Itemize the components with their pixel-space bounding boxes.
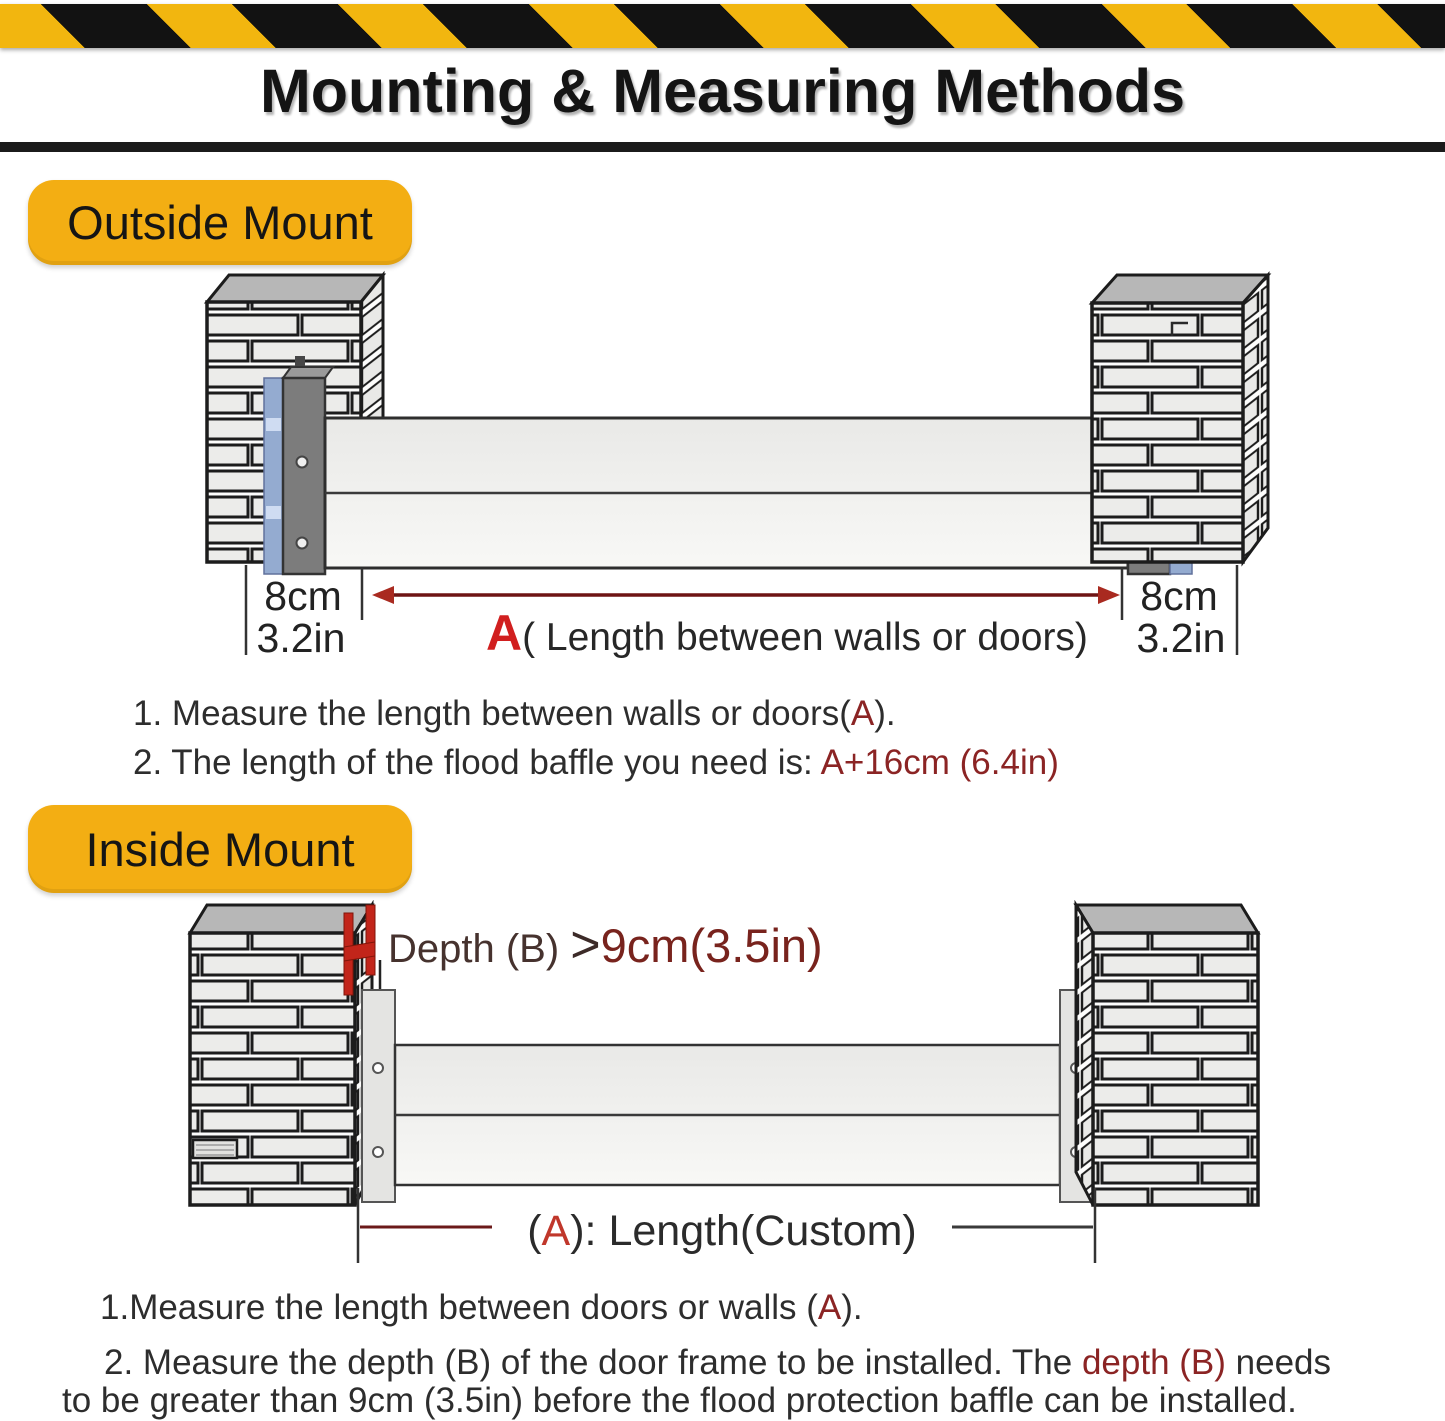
screw-hole — [297, 457, 308, 468]
outside-step-2: 2. The length of the flood baffle you need is: A+16cm (6.4in) — [133, 743, 1059, 782]
seal-mark — [266, 418, 281, 431]
depth-label: Depth (B) >9cm(3.5in) — [388, 916, 823, 974]
page-title: Mounting & Measuring Methods — [259, 57, 1186, 125]
inside-flood-baffle — [395, 1045, 1060, 1185]
outside-dimensions — [246, 565, 1237, 661]
left-offset-cm: 8cm — [264, 573, 342, 619]
screw-hole — [373, 1147, 383, 1157]
left-channel-bar — [362, 990, 395, 1202]
inside-right-pillar — [1076, 905, 1258, 1205]
inside-mount-diagram — [0, 900, 1445, 1275]
right-pillar-top-face — [1076, 905, 1258, 933]
right-pillar-top-face — [1092, 275, 1268, 303]
inside-dimensions — [358, 1188, 1095, 1263]
span-label: A( Length between walls or doors) — [486, 605, 1088, 661]
left-offset-in: 3.2in — [256, 615, 346, 661]
left-channel-top-bevel — [283, 367, 333, 378]
screw-hole — [373, 1063, 383, 1073]
inside-left-channel — [362, 960, 395, 1202]
inside-step-2: 2. Measure the depth (B) of the door frame to be installed. The depth (B) needs — [104, 1343, 1332, 1382]
bracket-back-post — [366, 905, 375, 975]
arrowhead-right — [1098, 586, 1120, 604]
arrowhead-left — [372, 586, 394, 604]
left-pillar-front-face — [190, 933, 355, 1205]
inside-mount-label — [28, 805, 412, 893]
right-pillar-front-face — [1092, 303, 1243, 562]
shaded-brick — [193, 1140, 237, 1158]
right-pillar-front-face — [1093, 933, 1258, 1205]
outside-mount-label-text: Outside Mount — [67, 196, 373, 249]
outside-mount-diagram — [0, 260, 1445, 670]
length-label: (A): Length(Custom) — [527, 1207, 917, 1255]
left-channel-seal-strip — [264, 378, 283, 574]
left-pillar-top-face — [207, 275, 383, 302]
right-offset-in: 3.2in — [1136, 615, 1226, 661]
seal-mark — [266, 506, 281, 519]
inside-mount-label-text: Inside Mount — [85, 822, 355, 876]
hazard-stripe-banner — [0, 4, 1445, 48]
right-pillar-side-face — [1076, 905, 1093, 1205]
outside-step-1: 1. Measure the length between walls or doors(A). — [133, 694, 896, 733]
title-divider-bar — [0, 142, 1445, 152]
outside-left-channel — [264, 356, 333, 574]
right-pillar-side-face — [1243, 275, 1268, 562]
outside-right-pillar — [1092, 275, 1268, 562]
inside-step-2-continued: to be greater than 9cm (3.5in) before the flood protection baffle can be installed. — [62, 1381, 1297, 1420]
screw-hole — [297, 538, 308, 549]
inside-step-1: 1.Measure the length between doors or walls (A). — [100, 1288, 863, 1327]
outside-mount-label — [28, 180, 412, 265]
outside-flood-baffle — [325, 418, 1128, 568]
right-offset-cm: 8cm — [1140, 573, 1218, 619]
